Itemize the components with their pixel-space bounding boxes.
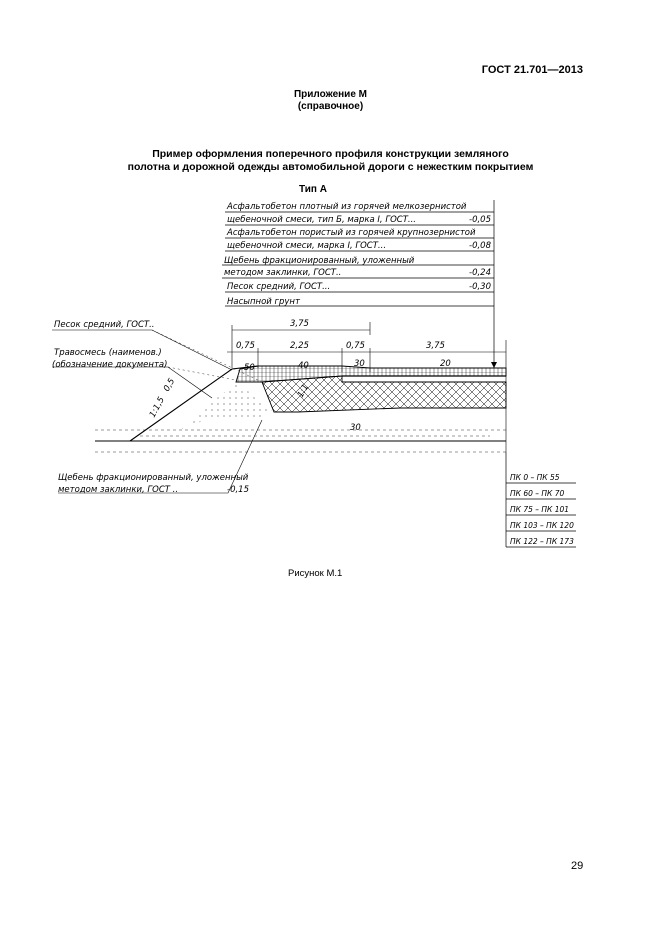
slope-20: 20 <box>440 359 451 369</box>
dim-375-right: 3,75 <box>426 341 445 351</box>
layer-2-value: -0,08 <box>469 241 491 251</box>
callout-grass-line1: Травосмесь (наименов.) <box>54 348 162 358</box>
standard-code: ГОСТ 21.701—2013 <box>481 64 583 76</box>
appendix-title: Приложение М <box>293 89 368 100</box>
station-5: ПК 122 – ПК 173 <box>510 537 574 546</box>
layer-1-line2: щебеночной смеси, тип Б, марка I, ГОСТ... <box>227 215 416 225</box>
station-1: ПК 0 – ПК 55 <box>510 473 560 482</box>
callout-sand: Песок средний, ГОСТ.. <box>54 320 155 330</box>
slope-30-base: 30 <box>350 423 361 433</box>
dim-075-left: 0,75 <box>236 341 255 351</box>
callout-grass-line2: (обозначение документа) <box>52 360 168 370</box>
asphalt-layer <box>236 366 506 382</box>
station-3: ПК 75 – ПК 101 <box>510 505 570 514</box>
slope-30: 30 <box>354 359 365 369</box>
figure-caption: Рисунок М.1 <box>288 568 343 579</box>
layer-2-line2: щебеночной смеси, марка I, ГОСТ... <box>227 241 387 251</box>
document-title-line2: полотна и дорожной одежды автомобильной дороги с нежестким покрытием <box>127 161 534 173</box>
dim-375-top: 3,75 <box>290 319 309 329</box>
axis-marker <box>491 362 497 368</box>
layer-3-line1: Щебень фракционированный, уложенный <box>224 256 415 266</box>
callout-gravel-line1: Щебень фракционированный, уложенный <box>58 473 249 483</box>
ratio-05: 0,5 <box>161 376 178 394</box>
station-2: ПК 60 – ПК 70 <box>510 489 565 498</box>
station-table-lines <box>506 452 576 547</box>
dim-225: 2,25 <box>290 341 309 351</box>
layer-5-line1: Насыпной грунт <box>227 297 300 307</box>
appendix-type: (справочное) <box>297 101 364 112</box>
layer-2-line1: Асфальтобетон пористый из горячей крупнозернистой <box>227 228 476 238</box>
type-label: Тип А <box>299 184 327 195</box>
layer-4-value: -0,30 <box>469 282 491 292</box>
layer-3-value: -0,24 <box>469 268 491 278</box>
page-number: 29 <box>571 860 584 872</box>
dim-075-right: 0,75 <box>346 341 365 351</box>
ratio-11: 1:1 <box>295 382 312 400</box>
slope-40: 40 <box>298 361 309 371</box>
layer-3-line2: методом заклинки, ГОСТ.. <box>224 268 342 278</box>
station-4: ПК 103 – ПК 120 <box>510 521 574 530</box>
layer-4-line1: Песок средний, ГОСТ... <box>227 282 331 292</box>
document-title-line1: Пример оформления поперечного профиля конструкции земляного <box>152 148 509 160</box>
layer-1-value: -0,05 <box>469 215 491 225</box>
callout-gravel-line2: методом заклинки, ГОСТ .. <box>58 485 179 495</box>
callout-gravel-value: -0,15 <box>227 485 249 495</box>
legend-lines <box>222 212 494 306</box>
layer-1-line1: Асфальтобетон плотный из горячей мелкозернистой <box>227 202 467 212</box>
ratio-115: 1:1,5 <box>147 395 167 420</box>
slope-50: 50 <box>244 363 255 373</box>
